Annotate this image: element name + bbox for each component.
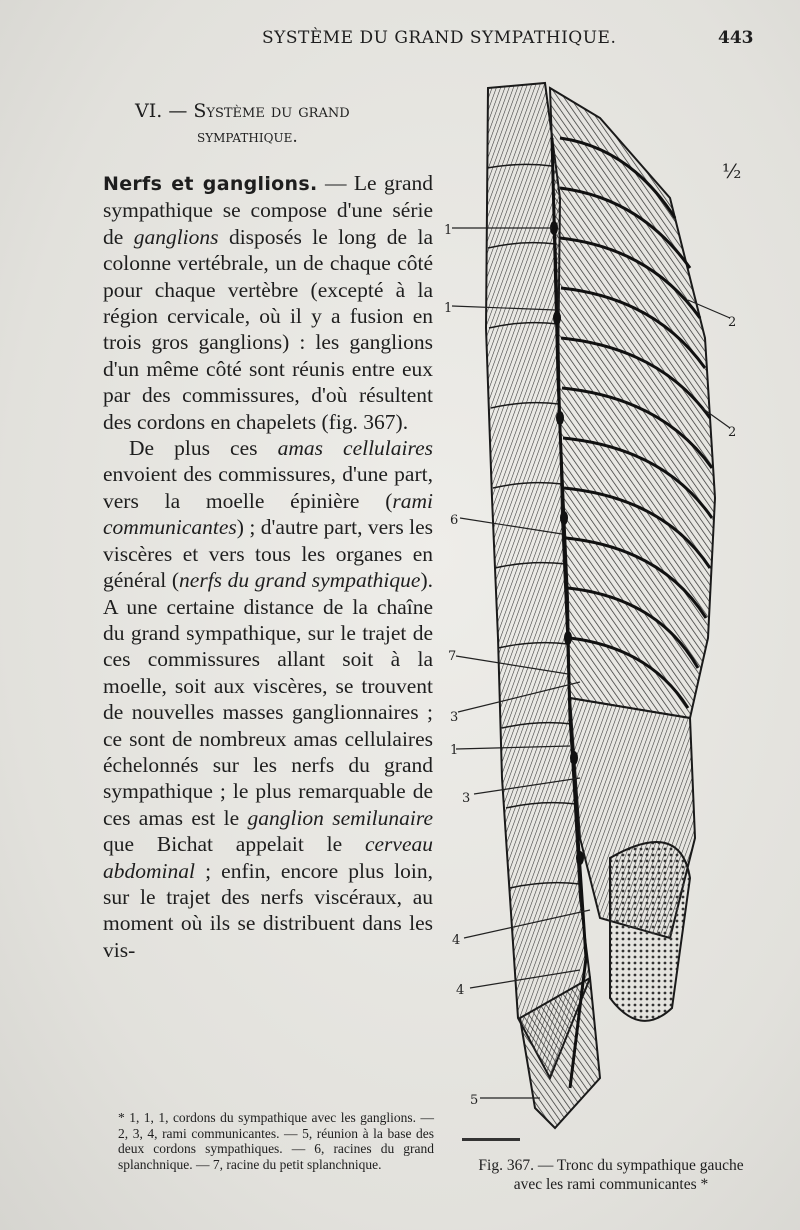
engraver-signature: [462, 1138, 520, 1141]
figure-caption: [446, 1156, 776, 1194]
footnote: * 1, 1, 1, cordons du sympathique avec les ganglions. — 2, 3, 4, rami communicantes. — 5, réunion à la base des deux cordons sympathiques. — 6, racines du grand splanchnique. — 7, racine du petit splanchnique.: [118, 1110, 434, 1172]
section-title-line2: sympathique.: [197, 127, 298, 147]
label-3-upper: 3: [450, 710, 459, 725]
label-2-lower: 2: [728, 425, 737, 440]
label-6: 6: [450, 513, 459, 528]
pelvis-bone: [610, 842, 690, 1021]
label-5: 5: [470, 1093, 479, 1108]
caption-line1: Fig. 367. — Tronc du sympathique gauche: [478, 1157, 744, 1174]
label-1-upper: 1: [444, 223, 453, 238]
caption-line2: avec les rami communicantes *: [513, 1176, 709, 1193]
label-7: 7: [448, 649, 457, 664]
anatomical-figure: [440, 78, 780, 1148]
section-dash: —: [168, 100, 188, 122]
label-2-upper: 2: [728, 315, 737, 330]
page-number: 443: [718, 28, 754, 48]
label-3-lower: 3: [462, 791, 471, 806]
paragraph-1: Nerfs et ganglions. — Le grand sympathique se compose d'une série de ganglions disposés le long de la colonne vertébrale, un de chaque côté pour chaque vertèbre (excepté à la région cervicale, où il y a fusion en trois gros ganglions) : les ganglions d'un même côté sont réunis entre eux par des commissures, d'où résultent des cordons en chapelets (fig. 367).: [103, 171, 433, 434]
section-heading: [135, 98, 425, 150]
label-4-upper: 4: [452, 933, 461, 948]
plate-mark: ½: [722, 159, 742, 183]
body-text: [103, 170, 433, 963]
paragraph-subhead: Nerfs et ganglions.: [103, 173, 318, 195]
label-4-lower: 4: [456, 983, 465, 998]
label-1-middle: 1: [444, 301, 453, 316]
label-1-lower: 1: [450, 743, 459, 758]
section-title-line1: Système du grand: [193, 100, 350, 122]
section-numeral: VI.: [135, 100, 163, 122]
running-head: SYSTÈME DU GRAND SYMPATHIQUE.: [262, 28, 617, 48]
rib-cage: [550, 88, 715, 718]
paragraph-2: De plus ces amas cellulaires envoient des commissures, d'une part, vers la moelle épinière (rami communicantes) ; d'autre part, vers les viscères et vers tous les organes en général (nerfs du grand sympathique). A une certaine distance de la chaîne du grand sympathique, sur le trajet de ces commissures allant soit à la moelle, soit aux viscères, se trouvent de nouvelles masses ganglionnaires ; ce sont de nombreux amas cellulaires échelonnés sur les nerfs du grand sympathique ; le plus remarquable de ces amas est le ganglion semilunaire que Bichat appelait le cerveau abdominal ; enfin, encore plus loin, sur le trajet des nerfs viscéraux, au moment où ils se distribuent dans les vis-: [103, 436, 433, 962]
sympathetic-trunk-engraving: [440, 78, 780, 1148]
